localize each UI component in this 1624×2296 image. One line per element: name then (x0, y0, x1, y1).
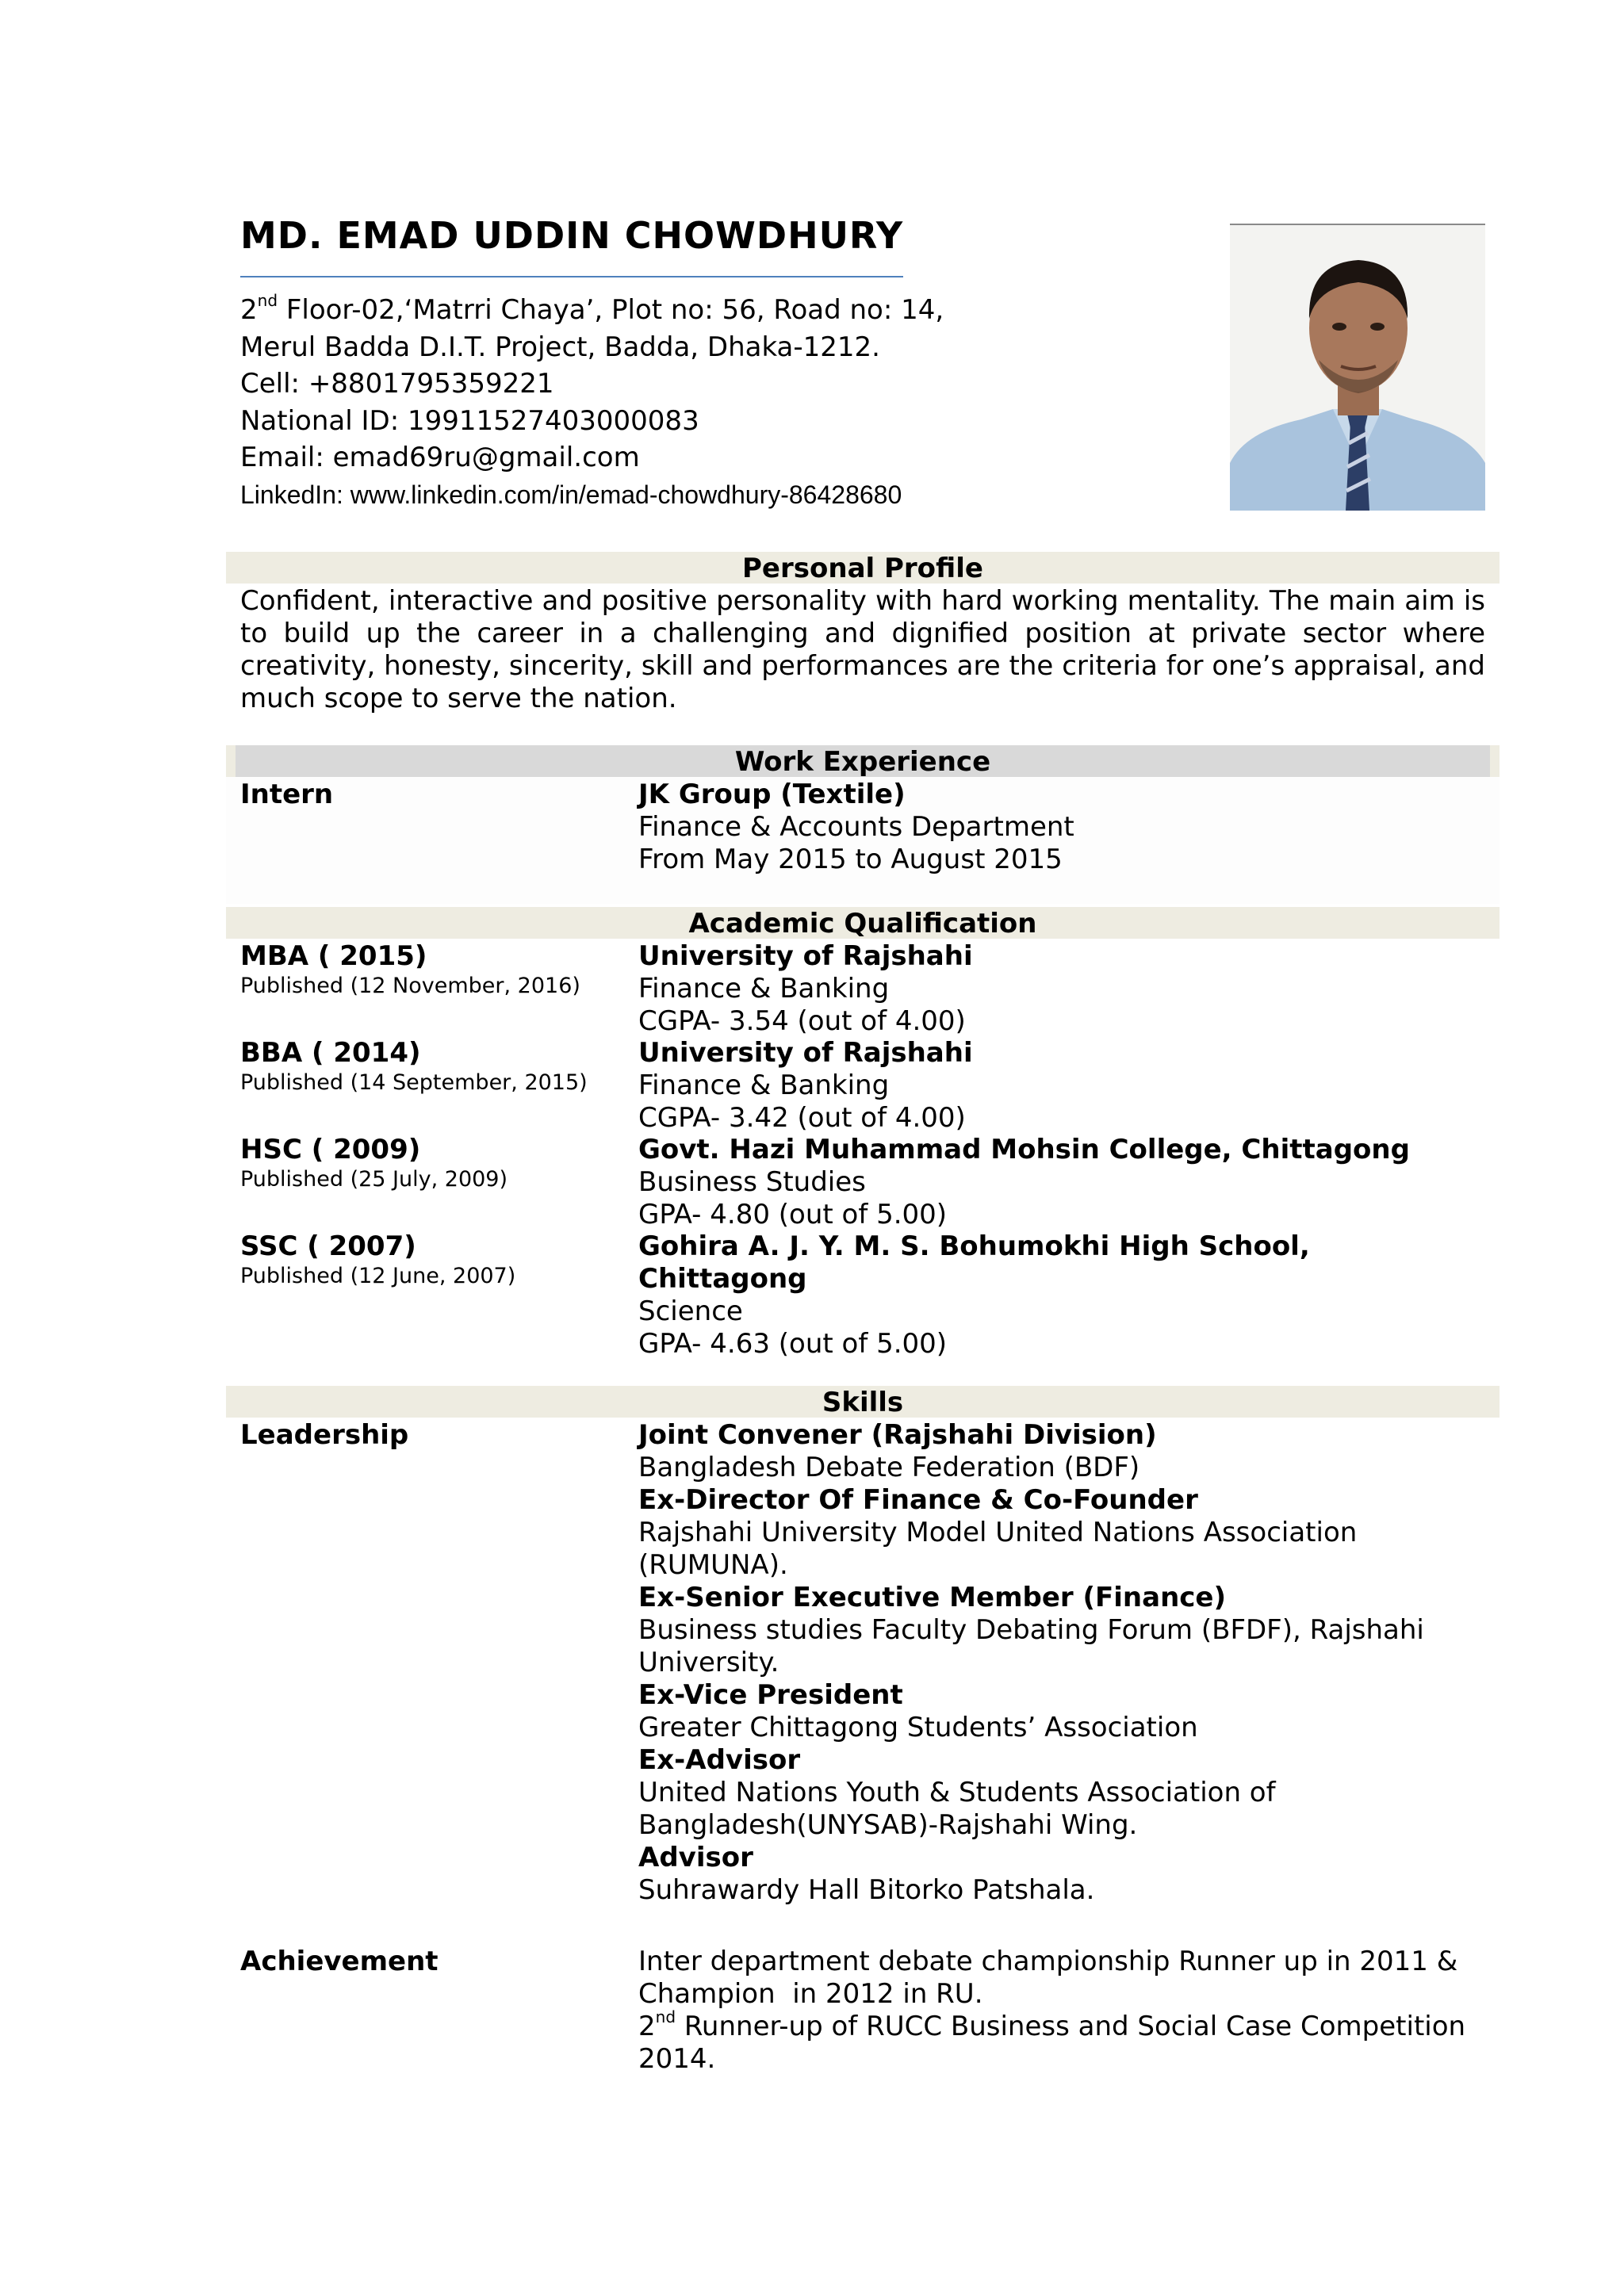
profile-photo (1230, 224, 1485, 511)
leadership-label: Leadership (240, 1419, 409, 1451)
job-role: Intern (240, 779, 334, 810)
rank-suffix: nd (655, 2007, 676, 2026)
degree-title: HSC ( 2009) (240, 1134, 421, 1165)
grade: GPA- 4.80 (out of 5.00) (638, 1199, 948, 1230)
rank-number: 2 (638, 2011, 656, 2042)
floor-suffix: nd (257, 290, 278, 310)
institution-column (638, 940, 1485, 1038)
achievement-rest: Runner-up of RUCC Business and Social Case Competition 2014. (638, 2011, 1474, 2075)
cell-number: Cell: +8801795359221 (240, 368, 554, 400)
national-id: National ID: 19911527403000083 (240, 404, 699, 437)
work-detail-column (638, 779, 1485, 876)
subject: Finance & Banking (638, 1070, 890, 1101)
result-published: Published (25 July, 2009) (240, 1167, 508, 1192)
institution-name: Govt. Hazi Muhammad Mohsin College, Chittagong (638, 1134, 1410, 1165)
result-published: Published (12 November, 2016) (240, 974, 580, 998)
institution-column (638, 1230, 1485, 1360)
address-line-2: Merul Badda D.I.T. Project, Badda, Dhaka-1212. (240, 331, 880, 363)
candidate-name: MD. EMAD UDDIN CHOWDHURY (240, 214, 904, 257)
work-experience-entry (240, 779, 1485, 882)
subject: Science (638, 1295, 743, 1327)
degree-title: MBA ( 2015) (240, 940, 427, 972)
leadership-organization: United Nations Youth & Students Association of Bangladesh(UNYSAB)-Rajshahi Wing. (638, 1777, 1276, 1841)
degree-title: BBA ( 2014) (240, 1037, 421, 1069)
section-skills (226, 1386, 1500, 1418)
linkedin-url: LinkedIn: www.linkedin.com/in/emad-chowdhury-86428680 (240, 480, 902, 509)
section-academic-qualification (226, 907, 1500, 939)
achievement-list (638, 1946, 1485, 2076)
institution-name: University of Rajshahi (638, 940, 973, 972)
grade: GPA- 4.63 (out of 5.00) (638, 1328, 948, 1360)
company-name: JK Group (Textile) (638, 779, 906, 810)
skill-label-column (240, 1946, 629, 1978)
floor-number: 2 (240, 294, 258, 326)
achievement-label: Achievement (240, 1946, 439, 1977)
work-role-column (240, 779, 629, 811)
degree-column (240, 940, 629, 1000)
department: Finance & Accounts Department (638, 811, 1074, 843)
leadership-organization: Suhrawardy Hall Bitorko Patshala. (638, 1874, 1095, 1906)
leadership-role: Ex-Vice President (638, 1679, 903, 1711)
subject: Finance & Banking (638, 973, 890, 1004)
subject: Business Studies (638, 1166, 866, 1198)
leadership-organization: Business studies Faculty Debating Forum (BFDF), Rajshahi University. (638, 1614, 1424, 1678)
degree-column (240, 1037, 629, 1096)
section-personal-profile (226, 552, 1500, 584)
leadership-role: Ex-Director Of Finance & Co-Founder (638, 1484, 1198, 1516)
result-published: Published (14 September, 2015) (240, 1070, 588, 1095)
leadership-role: Advisor (638, 1842, 753, 1873)
leadership-organization: Rajshahi University Model United Nations Association (RUMUNA). (638, 1517, 1358, 1581)
institution-name: Gohira A. J. Y. M. S. Bohumokhi High School, Chittagong (638, 1230, 1310, 1295)
section-work-experience (226, 745, 1500, 777)
grade: CGPA- 3.42 (out of 4.00) (638, 1102, 966, 1134)
institution-column (638, 1037, 1485, 1135)
grade: CGPA- 3.54 (out of 4.00) (638, 1005, 966, 1037)
section-heading: Skills (822, 1387, 904, 1418)
profile-text: Confident, interactive and positive personality with hard working mentality. The main aim is to build up the career in a challenging and dignified position at private sector where creativity, honesty, sincerity, skill and performances are the criteria for one’s appraisal, and much scope to serve the nation. (240, 585, 1485, 714)
institution-column (638, 1134, 1485, 1231)
degree-title: SSC ( 2007) (240, 1230, 416, 1262)
achievement-item: Inter department debate championship Runner up in 2011 & Champion in 2012 in RU. (638, 1946, 1467, 2010)
address-rest: Floor-02,‘Matrri Chaya’, Plot no: 56, Road no: 14, (278, 294, 944, 326)
result-published: Published (12 June, 2007) (240, 1264, 516, 1288)
work-period: From May 2015 to August 2015 (638, 844, 1063, 875)
leadership-organization: Bangladesh Debate Federation (BDF) (638, 1452, 1140, 1483)
contact-block (240, 292, 944, 513)
section-heading: Work Experience (734, 746, 991, 778)
name-underline (240, 276, 903, 277)
degree-column (240, 1230, 629, 1290)
degree-column (240, 1134, 629, 1193)
leadership-role: Joint Convener (Rajshahi Division) (638, 1419, 1157, 1451)
email-address: Email: emad69ru@gmail.com (240, 442, 640, 473)
leadership-role: Ex-Advisor (638, 1744, 801, 1776)
leadership-role: Ex-Senior Executive Member (Finance) (638, 1582, 1227, 1613)
address-line-1 (240, 292, 944, 329)
institution-name: University of Rajshahi (638, 1037, 973, 1069)
section-heading: Academic Qualification (688, 908, 1037, 939)
section-heading: Personal Profile (742, 553, 983, 584)
leadership-organization: Greater Chittagong Students’ Association (638, 1712, 1198, 1743)
skill-label-column (240, 1419, 629, 1452)
achievement-item (638, 2007, 1485, 2076)
leadership-list (638, 1419, 1485, 1907)
